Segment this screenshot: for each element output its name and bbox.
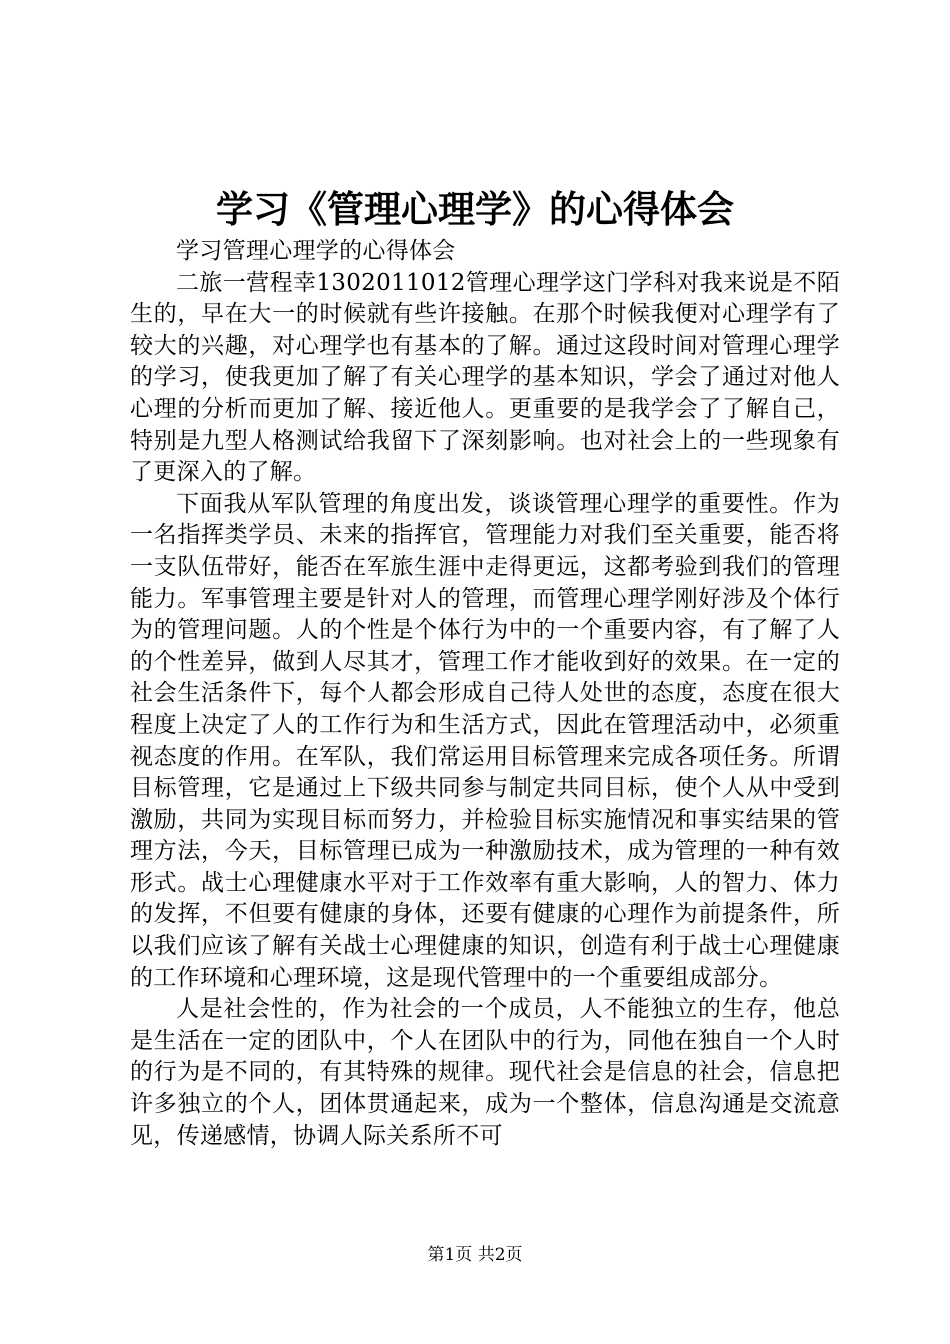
page-number-footer: 第1页 共2页 [427,1245,523,1265]
body-paragraph: 人是社会性的，作为社会的一个成员，人不能独立的生存，他总是生活在一定的团队中，个人在团队中的行为，同他在独自一个人时的行为是不同的，有其特殊的规律。现代社会是信息的社会，信息把许多独立的个人，团体贯通起来，成为一个整体，信息沟通是交流意见，传递感情，协调人际关系所不可 [130,996,840,1149]
body-paragraph: 二旅一营程幸1302011012管理心理学这门学科对我来说是不陌生的，早在大一的时候就有些许接触。在那个时候我便对心理学有了较大的兴趣，对心理学也有基本的了解。通过这段时间对管理心理学的学习，使我更加了解了有关心理学的基本知识，学会了通过对他人心理的分析而更加了解、接近他人。更重要的是我学会了了解自己，特别是九型人格测试给我留下了深刻影响。也对社会上的一些现象有了更深入的了解。 [130,269,840,486]
body-paragraph: 下面我从军队管理的角度出发，谈谈管理心理学的重要性。作为一名指挥类学员、未来的指挥官，管理能力对我们至关重要，能否将一支队伍带好，能否在军旅生涯中走得更远，这都考验到我们的管理能力。军事管理主要是针对人的管理，而管理心理学刚好涉及个体行为的管理问题。人的个性是个体行为中的一个重要内容，有了解了人的个性差异，做到人尽其才，管理工作才能收到好的效果。在一定的社会生活条件下，每个人都会形成自己待人处世的态度，态度在很大程度上决定了人的工作行为和生活方式，因此在管理活动中，必须重视态度的作用。在军队，我们常运用目标管理来完成各项任务。所谓目标管理，它是通过上下级共同参与制定共同目标，使个人从中受到激励，共同为实现目标而努力，并检验目标实施情况和事实结果的管理方法，今天，目标管理已成为一种激励技术，成为管理的一种有效形式。战士心理健康水平对于工作效率有重大影响，人的智力、体力的发挥，不但要有健康的身体，还要有健康的心理作为前提条件，所以我们应该了解有关战士心理健康的知识，创造有利于战士心理健康的工作环境和心理环境，这是现代管理中的一个重要组成部分。 [130,490,840,991]
document-body [130,236,840,1152]
document-title: 学习《管理心理学》的心得体会 [216,187,734,231]
subtitle-paragraph: 学习管理心理学的心得体会 [176,238,456,264]
